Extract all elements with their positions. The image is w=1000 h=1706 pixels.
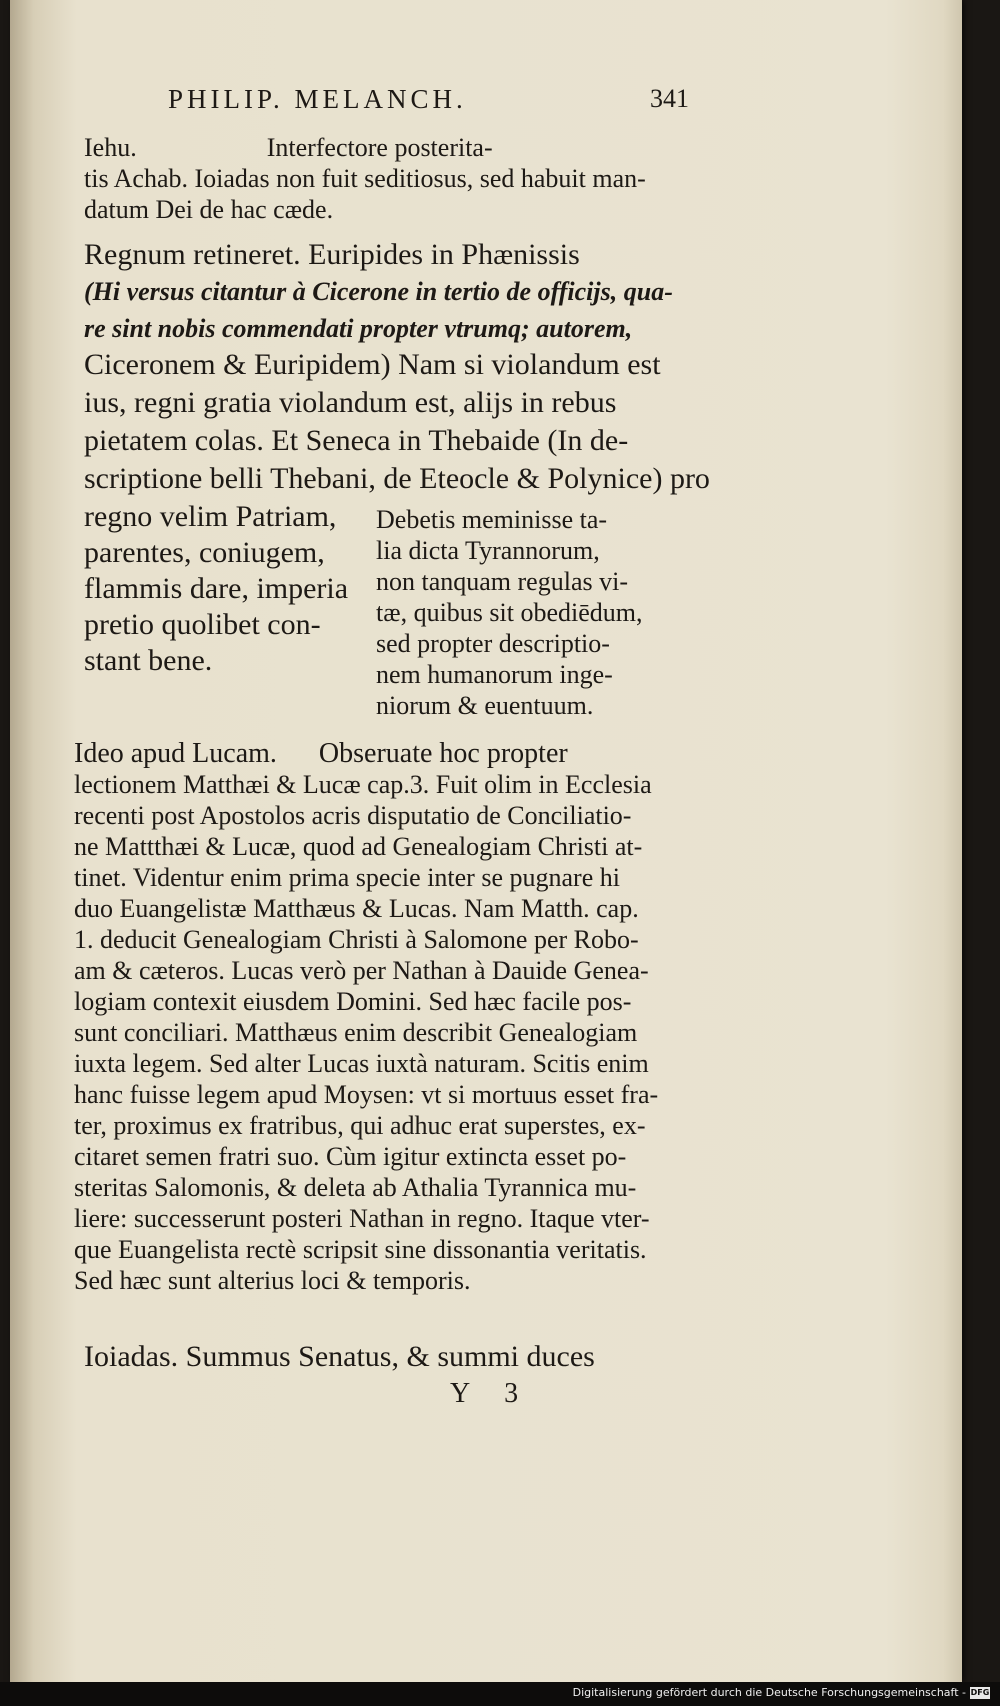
text-line: datum Dei de hac cæde. <box>84 195 334 224</box>
text-line: ius, regni gratia violandum est, alijs in rebus <box>84 386 617 419</box>
text-line: lia dicta Tyrannorum, <box>376 536 600 565</box>
text-line: scriptione belli Thebani, de Eteocle & Polynice) pro <box>84 462 710 495</box>
text-line: Ideo apud Lucam. Obseruate hoc propter <box>74 738 568 769</box>
text-line: ter, proximus ex fratribus, qui adhuc erat superstes, ex- <box>74 1111 646 1140</box>
dfg-logo-icon: DFG <box>970 1687 990 1697</box>
text-line: steritas Salomonis, & deleta ab Athalia Tyrannica mu- <box>74 1173 637 1202</box>
text-line: nem humanorum inge- <box>376 660 613 689</box>
text-line: stant bene. <box>84 644 213 677</box>
text-line: Debetis meminisse ta- <box>376 505 608 534</box>
text-line: Sed hæc sunt alterius loci & temporis. <box>74 1266 471 1295</box>
text-line: lectionem Matthæi & Lucæ cap.3. Fuit olim in Ecclesia <box>74 770 652 799</box>
text-line: 1. deducit Genealogiam Christi à Salomone per Robo- <box>74 925 639 954</box>
text-line: regno velim Patriam, <box>84 500 337 533</box>
running-title: PHILIP. MELANCH. <box>168 84 467 114</box>
text-line: flammis dare, imperia <box>84 572 349 605</box>
text-line: tæ, quibus sit obediēdum, <box>376 598 643 627</box>
text-line: Ioiadas. Summus Senatus, & summi duces <box>84 1340 595 1373</box>
text-line: iuxta legem. Sed alter Lucas iuxtà naturam. Scitis enim <box>74 1049 649 1078</box>
text-line: niorum & euentuum. <box>376 691 594 720</box>
text-line: tinet. Videntur enim prima specie inter se pugnare hi <box>74 863 620 892</box>
text-line: pretio quolibet con- <box>84 608 321 641</box>
text-line: logiam contexit eiusdem Domini. Sed hæc facile pos- <box>74 987 632 1016</box>
text-line: re sint nobis commendati propter vtrumq; autorem, <box>84 314 633 343</box>
signature-mark: Y 3 <box>450 1378 533 1409</box>
text-line: duo Euangelistæ Matthæus & Lucas. Nam Matth. cap. <box>74 894 639 923</box>
text-line: que Euangelista rectè scripsit sine dissonantia veritatis. <box>74 1235 647 1264</box>
text-line: Ciceronem & Euripidem) Nam si violandum est <box>84 348 661 381</box>
footer-text: Digitalisierung gefördert durch die Deutsche Forschungsgemeinschaft - <box>572 1686 966 1699</box>
text-line: liere: successerunt posteri Nathan in regno. Itaque vter- <box>74 1204 650 1233</box>
text-line: recenti post Apostolos acris disputatio de Conciliatio- <box>74 801 632 830</box>
text-line: citaret semen fratri suo. Cùm igitur extincta esset po- <box>74 1142 627 1171</box>
text-line: ne Mattthæi & Lucæ, quod ad Genealogiam Christi at- <box>74 832 643 861</box>
text-line: Iehu. Interfectore posterita- <box>84 133 493 162</box>
text-line: Regnum retineret. Euripides in Phænissis <box>84 238 580 271</box>
text-line: (Hi versus citantur à Cicerone in tertio de officijs, qua- <box>84 277 673 306</box>
page-number: 341 <box>650 84 689 113</box>
text-line: pietatem colas. Et Seneca in Thebaide (In de- <box>84 424 629 457</box>
text-line: am & cæteros. Lucas verò per Nathan à Dauide Genea- <box>74 956 649 985</box>
text-line: tis Achab. Ioiadas non fuit seditiosus, sed habuit man- <box>84 164 646 193</box>
book-page <box>10 0 962 1682</box>
text-line: non tanquam regulas vi- <box>376 567 628 596</box>
text-line: sed propter descriptio- <box>376 629 610 658</box>
digitization-footer <box>573 1686 990 1699</box>
text-line: hanc fuisse legem apud Moysen: vt si mortuus esset fra- <box>74 1080 659 1109</box>
text-line: parentes, coniugem, <box>84 536 325 569</box>
text-line: sunt conciliari. Matthæus enim describit Genealogiam <box>74 1018 638 1047</box>
